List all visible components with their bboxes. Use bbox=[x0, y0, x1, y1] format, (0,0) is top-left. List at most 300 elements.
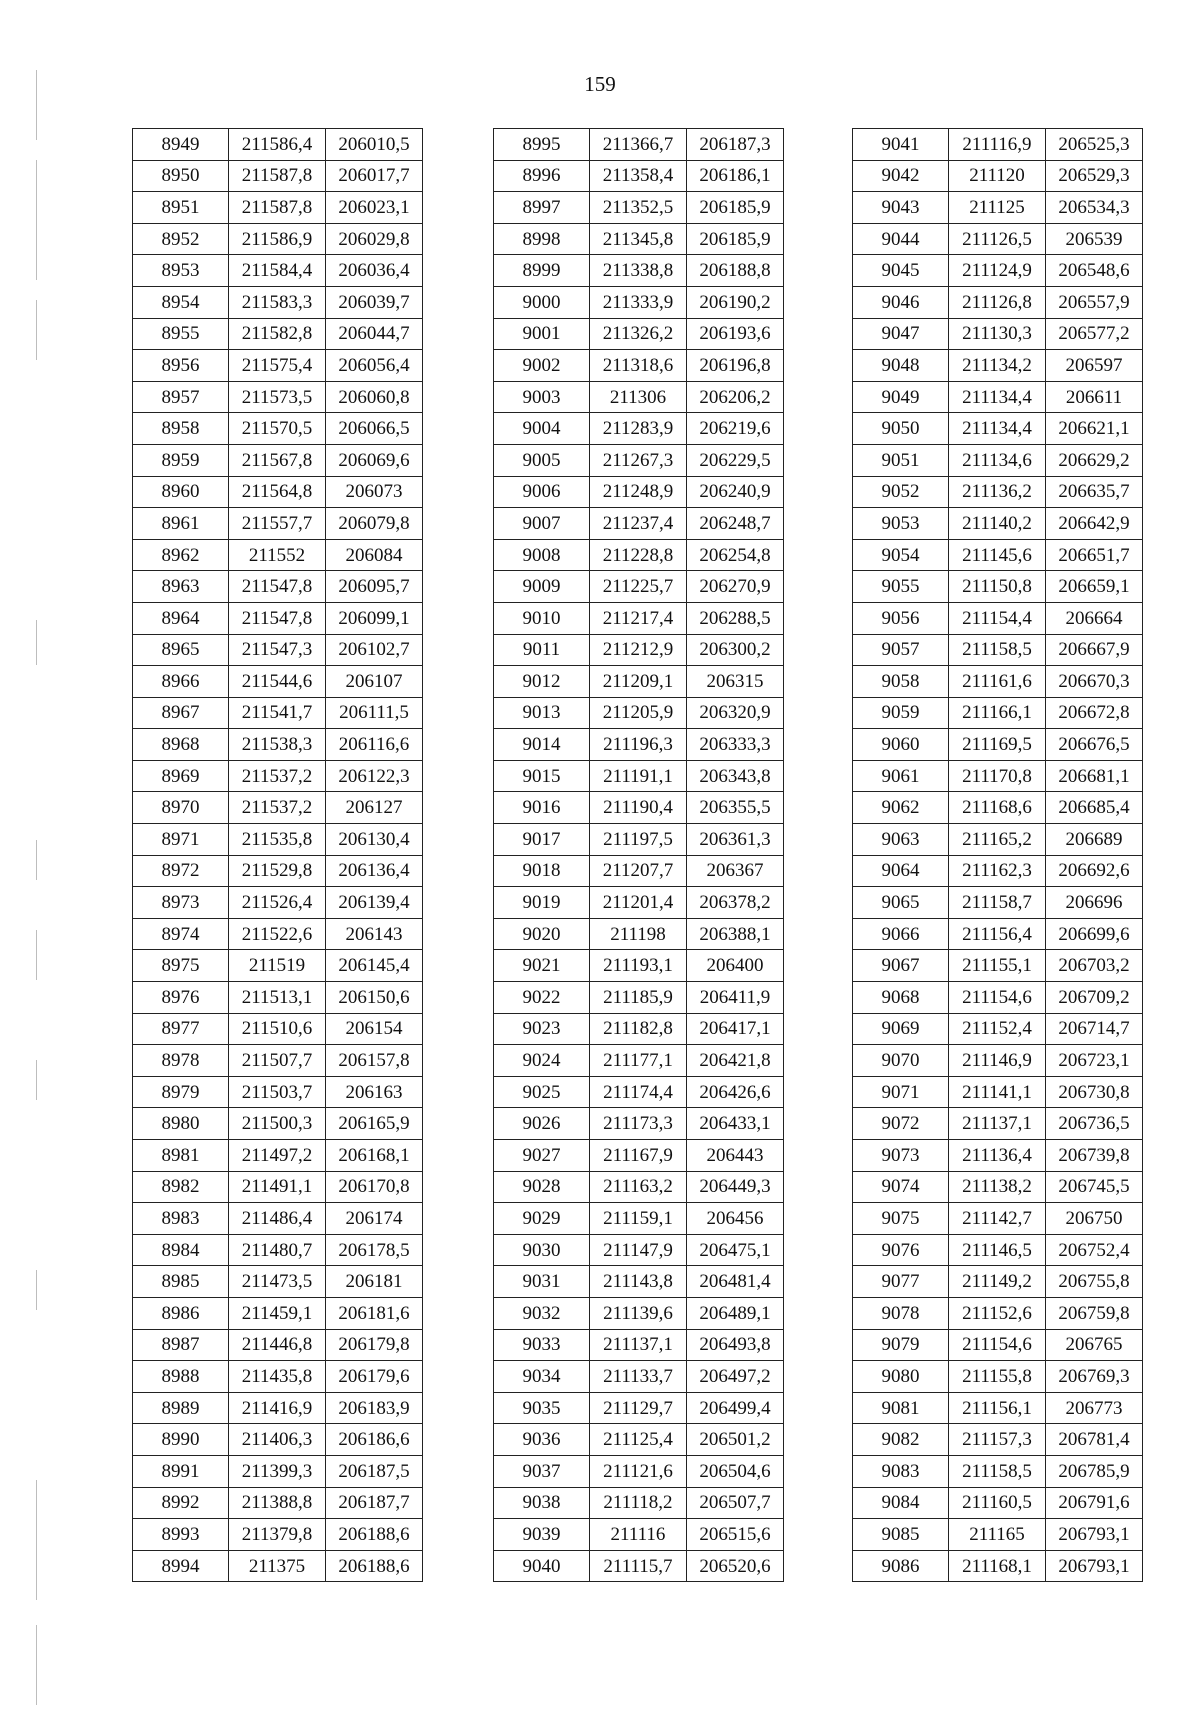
table-row bbox=[494, 1550, 784, 1582]
point-number-cell: 8958 bbox=[133, 413, 229, 445]
x-coordinate-cell: 211318,6 bbox=[590, 350, 687, 382]
y-coordinate-cell: 206023,1 bbox=[326, 192, 423, 224]
y-coordinate-cell: 206781,4 bbox=[1046, 1424, 1143, 1456]
x-coordinate-cell: 211522,6 bbox=[229, 918, 326, 950]
table-row bbox=[133, 666, 423, 698]
y-coordinate-cell: 206501,2 bbox=[687, 1424, 784, 1456]
x-coordinate-cell: 211399,3 bbox=[229, 1455, 326, 1487]
x-coordinate-cell: 211225,7 bbox=[590, 571, 687, 603]
table-row bbox=[494, 508, 784, 540]
y-coordinate-cell: 206186,1 bbox=[687, 160, 784, 192]
y-coordinate-cell: 206248,7 bbox=[687, 508, 784, 540]
table-row bbox=[133, 950, 423, 982]
table-row bbox=[133, 887, 423, 919]
point-number-cell: 9067 bbox=[853, 950, 949, 982]
x-coordinate-cell: 211130,3 bbox=[949, 318, 1046, 350]
y-coordinate-cell: 206056,4 bbox=[326, 350, 423, 382]
y-coordinate-cell: 206793,1 bbox=[1046, 1519, 1143, 1551]
table-row bbox=[494, 666, 784, 698]
x-coordinate-cell: 211147,9 bbox=[590, 1234, 687, 1266]
point-number-cell: 8976 bbox=[133, 982, 229, 1014]
x-coordinate-cell: 211162,3 bbox=[949, 855, 1046, 887]
table-row bbox=[133, 476, 423, 508]
table-row bbox=[853, 1234, 1143, 1266]
table-row bbox=[494, 950, 784, 982]
point-number-cell: 9018 bbox=[494, 855, 590, 887]
table-row bbox=[133, 1045, 423, 1077]
table-row bbox=[853, 255, 1143, 287]
y-coordinate-cell: 206187,3 bbox=[687, 129, 784, 161]
y-coordinate-cell: 206044,7 bbox=[326, 318, 423, 350]
point-number-cell: 9074 bbox=[853, 1171, 949, 1203]
point-number-cell: 8957 bbox=[133, 381, 229, 413]
point-number-cell: 9005 bbox=[494, 444, 590, 476]
page-number: 159 bbox=[584, 72, 616, 96]
y-coordinate-cell: 206769,3 bbox=[1046, 1361, 1143, 1393]
x-coordinate-cell: 211166,1 bbox=[949, 697, 1046, 729]
y-coordinate-cell: 206475,1 bbox=[687, 1234, 784, 1266]
x-coordinate-cell: 211358,4 bbox=[590, 160, 687, 192]
point-number-cell: 8959 bbox=[133, 444, 229, 476]
table-row bbox=[494, 1455, 784, 1487]
table-row bbox=[853, 318, 1143, 350]
table-row bbox=[853, 413, 1143, 445]
x-coordinate-cell: 211169,5 bbox=[949, 729, 1046, 761]
table-row bbox=[853, 1171, 1143, 1203]
x-coordinate-cell: 211197,5 bbox=[590, 824, 687, 856]
table-row bbox=[494, 223, 784, 255]
x-coordinate-cell: 211145,6 bbox=[949, 539, 1046, 571]
x-coordinate-cell: 211587,8 bbox=[229, 160, 326, 192]
x-coordinate-cell: 211513,1 bbox=[229, 982, 326, 1014]
y-coordinate-cell: 206320,9 bbox=[687, 697, 784, 729]
y-coordinate-cell: 206188,8 bbox=[687, 255, 784, 287]
point-number-cell: 9053 bbox=[853, 508, 949, 540]
x-coordinate-cell: 211583,3 bbox=[229, 286, 326, 318]
y-coordinate-cell: 206723,1 bbox=[1046, 1045, 1143, 1077]
table-row bbox=[133, 602, 423, 634]
x-coordinate-cell: 211586,9 bbox=[229, 223, 326, 255]
table-row bbox=[133, 1424, 423, 1456]
point-number-cell: 9071 bbox=[853, 1076, 949, 1108]
point-number-cell: 9085 bbox=[853, 1519, 949, 1551]
x-coordinate-cell: 211510,6 bbox=[229, 1013, 326, 1045]
point-number-cell: 9056 bbox=[853, 602, 949, 634]
y-coordinate-cell: 206493,8 bbox=[687, 1329, 784, 1361]
y-coordinate-cell: 206343,8 bbox=[687, 760, 784, 792]
y-coordinate-cell: 206060,8 bbox=[326, 381, 423, 413]
y-coordinate-cell: 206659,1 bbox=[1046, 571, 1143, 603]
table-row bbox=[133, 1519, 423, 1551]
x-coordinate-cell: 211124,9 bbox=[949, 255, 1046, 287]
table-row bbox=[133, 1171, 423, 1203]
y-coordinate-cell: 206557,9 bbox=[1046, 286, 1143, 318]
y-coordinate-cell: 206099,1 bbox=[326, 602, 423, 634]
point-number-cell: 9030 bbox=[494, 1234, 590, 1266]
point-number-cell: 9040 bbox=[494, 1550, 590, 1582]
table-row bbox=[494, 381, 784, 413]
point-number-cell: 8973 bbox=[133, 887, 229, 919]
x-coordinate-cell: 211139,6 bbox=[590, 1297, 687, 1329]
x-coordinate-cell: 211158,5 bbox=[949, 634, 1046, 666]
x-coordinate-cell: 211158,5 bbox=[949, 1455, 1046, 1487]
table-row bbox=[133, 1297, 423, 1329]
table-row bbox=[494, 1076, 784, 1108]
x-coordinate-cell: 211503,7 bbox=[229, 1076, 326, 1108]
y-coordinate-cell: 206181,6 bbox=[326, 1297, 423, 1329]
table-row bbox=[494, 792, 784, 824]
point-number-cell: 8980 bbox=[133, 1108, 229, 1140]
x-coordinate-cell: 211557,7 bbox=[229, 508, 326, 540]
y-coordinate-cell: 206193,6 bbox=[687, 318, 784, 350]
table-row bbox=[494, 286, 784, 318]
table-row bbox=[133, 792, 423, 824]
x-coordinate-cell: 211115,7 bbox=[590, 1550, 687, 1582]
point-number-cell: 9084 bbox=[853, 1487, 949, 1519]
y-coordinate-cell: 206417,1 bbox=[687, 1013, 784, 1045]
y-coordinate-cell: 206254,8 bbox=[687, 539, 784, 571]
x-coordinate-cell: 211375 bbox=[229, 1550, 326, 1582]
x-coordinate-cell: 211366,7 bbox=[590, 129, 687, 161]
x-coordinate-cell: 211168,6 bbox=[949, 792, 1046, 824]
x-coordinate-cell: 211137,1 bbox=[590, 1329, 687, 1361]
x-coordinate-cell: 211165,2 bbox=[949, 824, 1046, 856]
table-row bbox=[494, 1013, 784, 1045]
point-number-cell: 8983 bbox=[133, 1203, 229, 1235]
point-number-cell: 9047 bbox=[853, 318, 949, 350]
table-row bbox=[494, 318, 784, 350]
table-row bbox=[133, 1550, 423, 1582]
point-number-cell: 9020 bbox=[494, 918, 590, 950]
point-number-cell: 8999 bbox=[494, 255, 590, 287]
x-coordinate-cell: 211198 bbox=[590, 918, 687, 950]
point-number-cell: 8964 bbox=[133, 602, 229, 634]
table-row bbox=[133, 1203, 423, 1235]
table-row bbox=[494, 444, 784, 476]
table-row bbox=[494, 1234, 784, 1266]
point-number-cell: 9002 bbox=[494, 350, 590, 382]
point-number-cell: 8965 bbox=[133, 634, 229, 666]
x-coordinate-cell: 211140,2 bbox=[949, 508, 1046, 540]
x-coordinate-cell: 211182,8 bbox=[590, 1013, 687, 1045]
point-number-cell: 8992 bbox=[133, 1487, 229, 1519]
y-coordinate-cell: 206411,9 bbox=[687, 982, 784, 1014]
point-number-cell: 9039 bbox=[494, 1519, 590, 1551]
x-coordinate-cell: 211168,1 bbox=[949, 1550, 1046, 1582]
table-row bbox=[133, 413, 423, 445]
point-number-cell: 8985 bbox=[133, 1266, 229, 1298]
x-coordinate-cell: 211116,9 bbox=[949, 129, 1046, 161]
x-coordinate-cell: 211125 bbox=[949, 192, 1046, 224]
y-coordinate-cell: 206127 bbox=[326, 792, 423, 824]
table-row bbox=[853, 1108, 1143, 1140]
x-coordinate-cell: 211191,1 bbox=[590, 760, 687, 792]
table-row bbox=[133, 286, 423, 318]
point-number-cell: 8960 bbox=[133, 476, 229, 508]
scan-margin-line bbox=[36, 930, 37, 980]
point-number-cell: 9052 bbox=[853, 476, 949, 508]
point-number-cell: 9038 bbox=[494, 1487, 590, 1519]
x-coordinate-cell: 211338,8 bbox=[590, 255, 687, 287]
table-row bbox=[853, 1550, 1143, 1582]
x-coordinate-cell: 211136,2 bbox=[949, 476, 1046, 508]
scan-margin-line bbox=[36, 1060, 37, 1100]
point-number-cell: 8984 bbox=[133, 1234, 229, 1266]
y-coordinate-cell: 206504,6 bbox=[687, 1455, 784, 1487]
table-row bbox=[133, 634, 423, 666]
point-number-cell: 9035 bbox=[494, 1392, 590, 1424]
table-row bbox=[853, 129, 1143, 161]
x-coordinate-cell: 211497,2 bbox=[229, 1140, 326, 1172]
y-coordinate-cell: 206288,5 bbox=[687, 602, 784, 634]
x-coordinate-cell: 211167,9 bbox=[590, 1140, 687, 1172]
x-coordinate-cell: 211155,1 bbox=[949, 950, 1046, 982]
point-number-cell: 9055 bbox=[853, 571, 949, 603]
x-coordinate-cell: 211582,8 bbox=[229, 318, 326, 350]
x-coordinate-cell: 211146,5 bbox=[949, 1234, 1046, 1266]
x-coordinate-cell: 211537,2 bbox=[229, 760, 326, 792]
table-row bbox=[133, 444, 423, 476]
point-number-cell: 9006 bbox=[494, 476, 590, 508]
x-coordinate-cell: 211158,7 bbox=[949, 887, 1046, 919]
point-number-cell: 8981 bbox=[133, 1140, 229, 1172]
x-coordinate-cell: 211121,6 bbox=[590, 1455, 687, 1487]
table-row bbox=[494, 697, 784, 729]
x-coordinate-cell: 211435,8 bbox=[229, 1361, 326, 1393]
table-row bbox=[133, 160, 423, 192]
point-number-cell: 9017 bbox=[494, 824, 590, 856]
x-coordinate-cell: 211544,6 bbox=[229, 666, 326, 698]
y-coordinate-cell: 206670,3 bbox=[1046, 666, 1143, 698]
point-number-cell: 9031 bbox=[494, 1266, 590, 1298]
y-coordinate-cell: 206689 bbox=[1046, 824, 1143, 856]
table-row bbox=[133, 129, 423, 161]
point-number-cell: 9010 bbox=[494, 602, 590, 634]
x-coordinate-cell: 211526,4 bbox=[229, 887, 326, 919]
y-coordinate-cell: 206136,4 bbox=[326, 855, 423, 887]
point-number-cell: 9076 bbox=[853, 1234, 949, 1266]
scan-margin-line bbox=[36, 70, 37, 140]
point-number-cell: 9048 bbox=[853, 350, 949, 382]
point-number-cell: 9015 bbox=[494, 760, 590, 792]
x-coordinate-cell: 211201,4 bbox=[590, 887, 687, 919]
point-number-cell: 9051 bbox=[853, 444, 949, 476]
x-coordinate-cell: 211165 bbox=[949, 1519, 1046, 1551]
point-number-cell: 9041 bbox=[853, 129, 949, 161]
table-row bbox=[494, 413, 784, 445]
y-coordinate-cell: 206635,7 bbox=[1046, 476, 1143, 508]
point-number-cell: 8987 bbox=[133, 1329, 229, 1361]
y-coordinate-cell: 206699,6 bbox=[1046, 918, 1143, 950]
y-coordinate-cell: 206703,2 bbox=[1046, 950, 1143, 982]
y-coordinate-cell: 206785,9 bbox=[1046, 1455, 1143, 1487]
point-number-cell: 9073 bbox=[853, 1140, 949, 1172]
x-coordinate-cell: 211155,8 bbox=[949, 1361, 1046, 1393]
table-row bbox=[494, 918, 784, 950]
x-coordinate-cell: 211134,4 bbox=[949, 381, 1046, 413]
y-coordinate-cell: 206692,6 bbox=[1046, 855, 1143, 887]
y-coordinate-cell: 206143 bbox=[326, 918, 423, 950]
table-row bbox=[133, 1455, 423, 1487]
x-coordinate-cell: 211567,8 bbox=[229, 444, 326, 476]
y-coordinate-cell: 206073 bbox=[326, 476, 423, 508]
point-number-cell: 8952 bbox=[133, 223, 229, 255]
y-coordinate-cell: 206185,9 bbox=[687, 192, 784, 224]
point-number-cell: 9026 bbox=[494, 1108, 590, 1140]
point-number-cell: 9011 bbox=[494, 634, 590, 666]
y-coordinate-cell: 206333,3 bbox=[687, 729, 784, 761]
point-number-cell: 9062 bbox=[853, 792, 949, 824]
point-number-cell: 8970 bbox=[133, 792, 229, 824]
scan-margin-line bbox=[36, 300, 37, 360]
table-row bbox=[853, 634, 1143, 666]
y-coordinate-cell: 206681,1 bbox=[1046, 760, 1143, 792]
y-coordinate-cell: 206765 bbox=[1046, 1329, 1143, 1361]
point-number-cell: 8971 bbox=[133, 824, 229, 856]
y-coordinate-cell: 206520,6 bbox=[687, 1550, 784, 1582]
x-coordinate-cell: 211138,2 bbox=[949, 1171, 1046, 1203]
table-row bbox=[133, 982, 423, 1014]
point-number-cell: 9004 bbox=[494, 413, 590, 445]
point-number-cell: 9014 bbox=[494, 729, 590, 761]
scan-margin-line bbox=[36, 1270, 37, 1310]
y-coordinate-cell: 206629,2 bbox=[1046, 444, 1143, 476]
y-coordinate-cell: 206667,9 bbox=[1046, 634, 1143, 666]
point-number-cell: 9019 bbox=[494, 887, 590, 919]
table-row bbox=[494, 571, 784, 603]
table-row bbox=[494, 1297, 784, 1329]
table-row bbox=[133, 729, 423, 761]
y-coordinate-cell: 206066,5 bbox=[326, 413, 423, 445]
table-row bbox=[494, 539, 784, 571]
table-row bbox=[853, 476, 1143, 508]
y-coordinate-cell: 206676,5 bbox=[1046, 729, 1143, 761]
y-coordinate-cell: 206507,7 bbox=[687, 1487, 784, 1519]
point-number-cell: 9036 bbox=[494, 1424, 590, 1456]
y-coordinate-cell: 206752,4 bbox=[1046, 1234, 1143, 1266]
x-coordinate-cell: 211150,8 bbox=[949, 571, 1046, 603]
scan-margin-line bbox=[36, 1480, 37, 1600]
table-row bbox=[853, 1455, 1143, 1487]
point-number-cell: 9070 bbox=[853, 1045, 949, 1077]
table-row bbox=[133, 1266, 423, 1298]
point-number-cell: 8963 bbox=[133, 571, 229, 603]
table-row bbox=[133, 318, 423, 350]
y-coordinate-cell: 206150,6 bbox=[326, 982, 423, 1014]
y-coordinate-cell: 206515,6 bbox=[687, 1519, 784, 1551]
x-coordinate-cell: 211126,8 bbox=[949, 286, 1046, 318]
point-number-cell: 9086 bbox=[853, 1550, 949, 1582]
point-number-cell: 8967 bbox=[133, 697, 229, 729]
table-row bbox=[494, 1392, 784, 1424]
point-number-cell: 9081 bbox=[853, 1392, 949, 1424]
point-number-cell: 9045 bbox=[853, 255, 949, 287]
x-coordinate-cell: 211326,2 bbox=[590, 318, 687, 350]
table-row bbox=[853, 1045, 1143, 1077]
x-coordinate-cell: 211193,1 bbox=[590, 950, 687, 982]
x-coordinate-cell: 211446,8 bbox=[229, 1329, 326, 1361]
table-row bbox=[853, 192, 1143, 224]
point-number-cell: 8955 bbox=[133, 318, 229, 350]
y-coordinate-cell: 206664 bbox=[1046, 602, 1143, 634]
y-coordinate-cell: 206039,7 bbox=[326, 286, 423, 318]
table-row bbox=[494, 350, 784, 382]
x-coordinate-cell: 211529,8 bbox=[229, 855, 326, 887]
x-coordinate-cell: 211507,7 bbox=[229, 1045, 326, 1077]
y-coordinate-cell: 206433,1 bbox=[687, 1108, 784, 1140]
y-coordinate-cell: 206010,5 bbox=[326, 129, 423, 161]
y-coordinate-cell: 206548,6 bbox=[1046, 255, 1143, 287]
point-number-cell: 8968 bbox=[133, 729, 229, 761]
point-number-cell: 8961 bbox=[133, 508, 229, 540]
y-coordinate-cell: 206355,5 bbox=[687, 792, 784, 824]
table-row bbox=[853, 792, 1143, 824]
x-coordinate-cell: 211547,3 bbox=[229, 634, 326, 666]
y-coordinate-cell: 206102,7 bbox=[326, 634, 423, 666]
table-row bbox=[494, 634, 784, 666]
table-row bbox=[853, 1266, 1143, 1298]
table-row bbox=[853, 508, 1143, 540]
table-row bbox=[853, 697, 1143, 729]
y-coordinate-cell: 206036,4 bbox=[326, 255, 423, 287]
table-row bbox=[133, 1361, 423, 1393]
table-row bbox=[494, 1487, 784, 1519]
table-row bbox=[133, 381, 423, 413]
x-coordinate-cell: 211133,7 bbox=[590, 1361, 687, 1393]
table-row bbox=[853, 160, 1143, 192]
x-coordinate-cell: 211156,1 bbox=[949, 1392, 1046, 1424]
point-number-cell: 9034 bbox=[494, 1361, 590, 1393]
point-number-cell: 8994 bbox=[133, 1550, 229, 1582]
x-coordinate-cell: 211345,8 bbox=[590, 223, 687, 255]
x-coordinate-cell: 211160,5 bbox=[949, 1487, 1046, 1519]
point-number-cell: 9016 bbox=[494, 792, 590, 824]
y-coordinate-cell: 206499,4 bbox=[687, 1392, 784, 1424]
table-row bbox=[494, 1424, 784, 1456]
y-coordinate-cell: 206426,6 bbox=[687, 1076, 784, 1108]
point-number-cell: 9007 bbox=[494, 508, 590, 540]
y-coordinate-cell: 206130,4 bbox=[326, 824, 423, 856]
x-coordinate-cell: 211146,9 bbox=[949, 1045, 1046, 1077]
point-number-cell: 9021 bbox=[494, 950, 590, 982]
y-coordinate-cell: 206378,2 bbox=[687, 887, 784, 919]
point-number-cell: 9029 bbox=[494, 1203, 590, 1235]
point-number-cell: 9032 bbox=[494, 1297, 590, 1329]
point-number-cell: 8996 bbox=[494, 160, 590, 192]
y-coordinate-cell: 206095,7 bbox=[326, 571, 423, 603]
x-coordinate-cell: 211575,4 bbox=[229, 350, 326, 382]
x-coordinate-cell: 211573,5 bbox=[229, 381, 326, 413]
y-coordinate-cell: 206188,6 bbox=[326, 1550, 423, 1582]
x-coordinate-cell: 211586,4 bbox=[229, 129, 326, 161]
table-row bbox=[133, 223, 423, 255]
point-number-cell: 8949 bbox=[133, 129, 229, 161]
x-coordinate-cell: 211228,8 bbox=[590, 539, 687, 571]
point-number-cell: 8979 bbox=[133, 1076, 229, 1108]
x-coordinate-cell: 211538,3 bbox=[229, 729, 326, 761]
y-coordinate-cell: 206187,7 bbox=[326, 1487, 423, 1519]
scan-margin-line bbox=[36, 160, 37, 280]
table-row bbox=[853, 887, 1143, 919]
table-row bbox=[494, 602, 784, 634]
table-row bbox=[494, 729, 784, 761]
table-row bbox=[853, 982, 1143, 1014]
x-coordinate-cell: 211473,5 bbox=[229, 1266, 326, 1298]
y-coordinate-cell: 206219,6 bbox=[687, 413, 784, 445]
x-coordinate-cell: 211154,6 bbox=[949, 1329, 1046, 1361]
x-coordinate-cell: 211480,7 bbox=[229, 1234, 326, 1266]
table-row bbox=[494, 1108, 784, 1140]
